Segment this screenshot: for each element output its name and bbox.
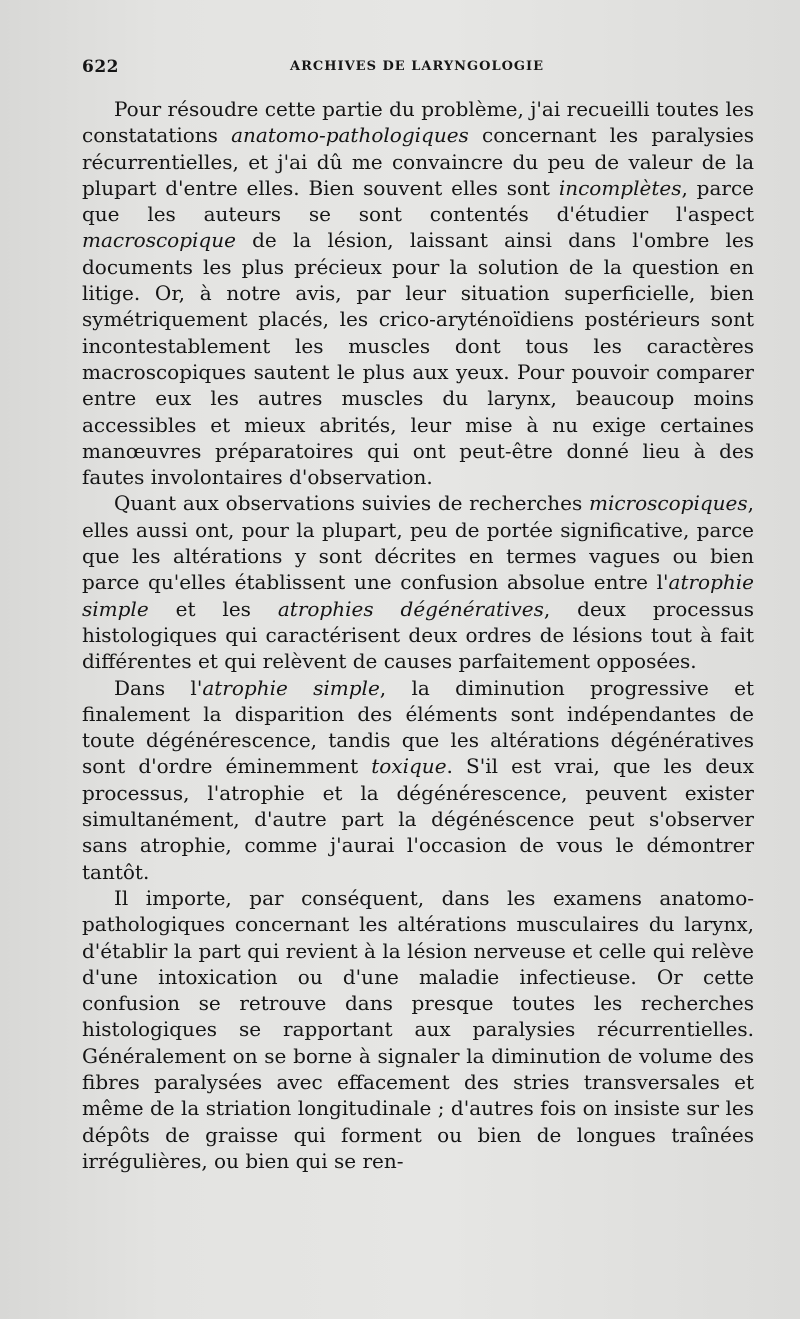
italic-term: atrophie simple [82,570,754,621]
text-run: et les [148,596,278,621]
text-run: , la diminution progressive et finalement la disparition des éléments sont indépendantes de toute dégénérescence, tandis que les altérations dégénératives sont d'ordre éminemment [82,675,754,779]
text-run: , deux processus histologiques qui caractérisent deux ordres de lésions tout à fait différentes et qui relèvent de causes parfaitement opposées. [82,596,754,674]
italic-term: anatomo-pathologiques [231,123,469,148]
page-header [82,57,752,85]
text-run: , parce que les auteurs se sont contentés d'étudier l'aspect [82,175,754,227]
text-run: concernant les paralysies récurrentielles, et j'ai dû me convaincre du peu de valeur de la plupart d'entre elles. Bien souvent elles sont [82,123,754,200]
italic-term: atrophie simple [202,675,380,700]
paragraph [82,885,754,1174]
italic-term: microscopiques [588,491,748,516]
body-text [82,96,754,1174]
running-title: ARCHIVES DE LARYNGOLOGIE [290,59,544,74]
text-run: Pour résoudre cette partie du problème, j'ai recueilli toutes les constatations [82,97,754,148]
text-run: Il importe, par conséquent, dans les examens anatomo-pathologiques concernant les altérations musculaires du larynx, d'établir la part qui revient à la lésion nerveuse et celle qui relève d'une intoxication ou d'une maladie infectieuse. Or cette confusion se retrouve dans presque toutes les recherches histologiques se rapportant aux paralysies récurrentielles. Généralement on se borne à signaler la diminution de volume des fibres paralysées avec effacement des stries transversales et même de la striation longitudinale ; d'autres fois on insiste sur les dépôts de graisse qui forment ou bien de longues traînées irrégulières, ou bien qui se ren- [82,885,754,1173]
page-number: 622 [82,57,119,77]
text-run: Quant aux observations suivies de recherches [114,491,589,516]
italic-term: atrophies dégénératives [277,596,544,621]
text-run: , elles aussi ont, pour la plupart, peu de portée significative, parce que les altérations y sont décrites en termes vagues ou bien parce qu'elles établissent une confusion absolue entre l' [82,491,754,595]
paragraph [82,490,754,674]
text-run: Dans l' [114,675,203,700]
paragraph [82,96,754,490]
italic-term: incomplètes [558,175,682,200]
italic-term: macroscopique [82,228,236,253]
paragraph [82,675,754,885]
text-run: de la lésion, laissant ainsi dans l'ombre les documents les plus précieux pour la solution de la question en litige. Or, à notre avis, par leur situation superficielle, bien symétriquement placés, les crico-aryténoïdiens postérieurs sont incontestablement les muscles dont tous les caractères macroscopiques sautent le plus aux yeux. Pour pouvoir comparer entre eux les autres muscles du larynx, beaucoup moins accessibles et mieux abrités, leur mise à nu exige certaines manœuvres préparatoires qui ont peut-être donné lieu à des fautes involontaires d'observation. [82,228,754,490]
italic-term: toxique [371,754,447,779]
text-run: . S'il est vrai, que les deux processus, l'atrophie et la dégénérescence, peuvent exister simultanément, d'autre part la dégénéscence peut s'observer sans atrophie, comme j'aurai l'occasion de vous le démontrer tantôt. [82,754,755,884]
